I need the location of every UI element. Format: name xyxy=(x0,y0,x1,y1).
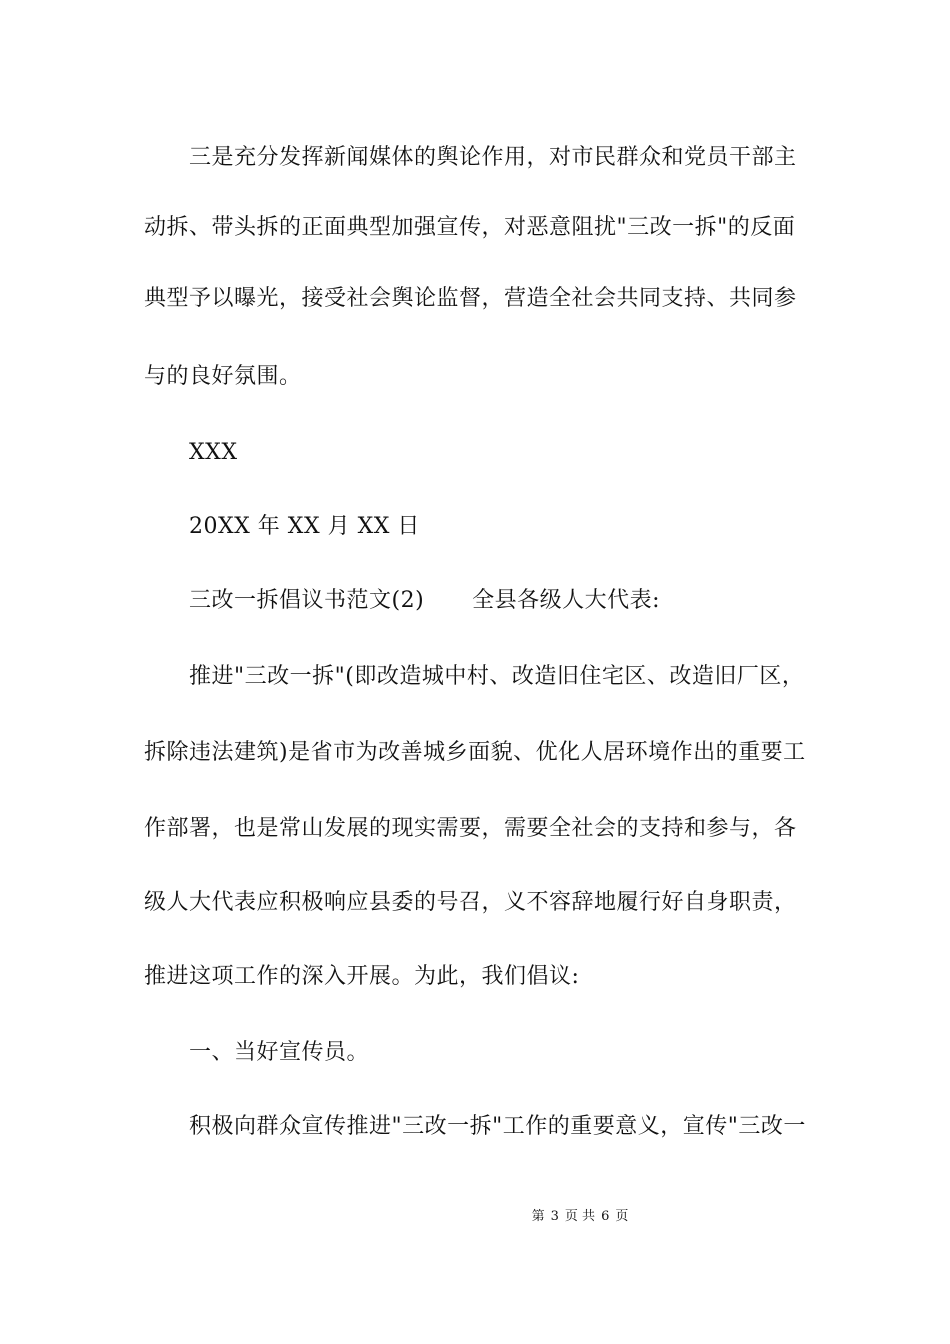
salutation: 全县各级人大代表: xyxy=(472,588,661,613)
paragraph-line: 三是充分发挥新闻媒体的舆论作用，对市民群众和党员干部主 xyxy=(189,145,797,170)
paragraph-line: 推进这项工作的深入开展。为此，我们倡议: xyxy=(144,964,580,989)
signature-name: XXX xyxy=(189,440,238,465)
paragraph-line: 拆除违法建筑)是省市为改善城乡面貌、优化人居环境作出的重要工 xyxy=(144,740,806,765)
paragraph-line: 积极向群众宣传推进"三改一拆"工作的重要意义，宣传"三改一 xyxy=(189,1114,806,1139)
footer-label-pages: 页 xyxy=(615,1209,629,1224)
section-heading: 一、当好宣传员。 xyxy=(189,1040,370,1065)
signature-date: 20XX 年 XX 月 XX 日 xyxy=(189,514,420,539)
footer-label-of: 页 共 xyxy=(564,1209,596,1224)
footer-label-page: 第 xyxy=(531,1209,545,1224)
footer-current-page: 3 xyxy=(550,1209,559,1224)
paragraph-line: 典型予以曝光，接受社会舆论监督，营造全社会共同支持、共同参 xyxy=(144,286,797,311)
paragraph-line: 推进"三改一拆"(即改造城中村、改造旧住宅区、改造旧厂区， xyxy=(189,664,805,689)
document-title: 三改一拆倡议书范文(2) xyxy=(189,588,425,613)
paragraph-line: 与的良好氛围。 xyxy=(144,364,302,389)
section-heading-line xyxy=(189,586,660,616)
page-footer xyxy=(0,1208,950,1226)
paragraph-line: 作部署，也是常山发展的现实需要，需要全社会的支持和参与，各 xyxy=(144,816,797,841)
paragraph-line: 级人大代表应积极响应县委的号召，义不容辞地履行好自身职责， xyxy=(144,890,797,915)
footer-total-pages: 6 xyxy=(601,1209,610,1224)
paragraph-line: 动拆、带头拆的正面典型加强宣传，对恶意阻扰"三改一拆"的反面 xyxy=(144,215,796,240)
